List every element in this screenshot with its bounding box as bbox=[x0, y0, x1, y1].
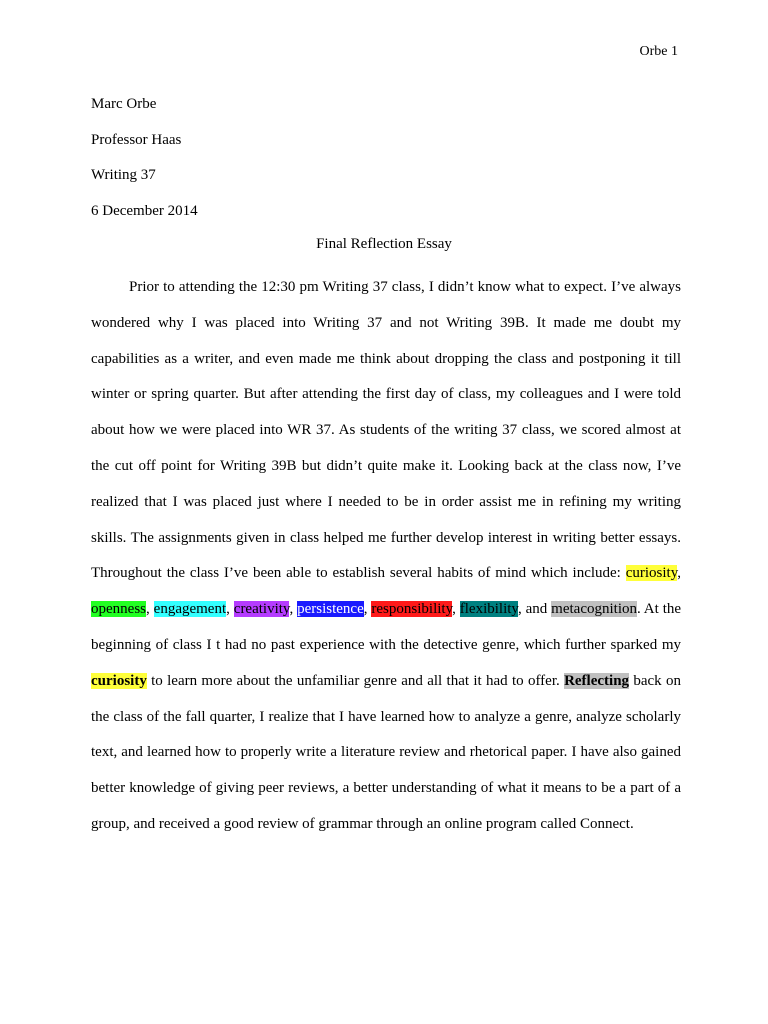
separator: , bbox=[452, 601, 460, 618]
course-name: Writing 37 bbox=[91, 167, 156, 183]
separator: , and bbox=[517, 601, 552, 618]
body-text-segment-2: . At the beginning of class I t had no past experience with the detective genre, which further sparked my bbox=[91, 601, 682, 653]
essay-date: 6 December 2014 bbox=[91, 203, 198, 219]
separator: , bbox=[146, 601, 154, 618]
habit-metacognition-highlight: metacognition bbox=[551, 601, 637, 618]
habit-persistence-highlight: persistence bbox=[297, 601, 364, 618]
habit-openness-highlight: openness bbox=[91, 601, 146, 618]
habit-responsibility-highlight: responsibility bbox=[371, 601, 453, 618]
habit-curiosity-highlight: curiosity bbox=[625, 565, 678, 582]
habit-flexibility-highlight: flexibility bbox=[459, 601, 518, 618]
author-name: Marc Orbe bbox=[91, 96, 157, 112]
essay-title: Final Reflection Essay bbox=[316, 236, 452, 252]
separator: , bbox=[677, 565, 681, 582]
reflecting-bold-highlight: Reflecting bbox=[564, 672, 630, 689]
professor-name: Professor Haas bbox=[91, 132, 182, 148]
body-text-segment-4: back on the class of the fall quarter, I realize that I have learned how to analyze a genre, analyze scholarly text, and learned how to properly write a literature review and rhetorical paper. I have also gained better knowledge of giving peer reviews, a better understanding of what it means to be a part of a group, and received a good review of grammar through an online program called Connect. bbox=[91, 672, 681, 832]
separator: , bbox=[289, 601, 298, 618]
separator: , bbox=[363, 601, 372, 618]
habit-engagement-highlight: engagement bbox=[153, 601, 227, 618]
habit-creativity-highlight: creativity bbox=[233, 601, 290, 618]
separator: , bbox=[226, 601, 234, 618]
curiosity-bold-highlight: curiosity bbox=[91, 672, 147, 689]
running-head: Orbe 1 bbox=[639, 44, 678, 59]
body-text-segment-1: Prior to attending the 12:30 pm Writing 37 class, I didn’t know what to expect. I’ve always wondered why I was placed into Writing 37 and not Writing 39B. It made me doubt my capabilities as a writer, and even made me think about dropping the class and postponing it till winter or spring quarter. But after attending the first day of class, my colleagues and I were told about how we were placed into WR 37. As students of the writing 37 class, we scored almost at the cut off point for Writing 39B but didn’t quite make it. Looking back at the class now, I’ve realized that I was placed just where I needed to be in order assist me in refining my writing skills. The assignments given in class helped me further develop interest in writing better essays. Throughout the class I’ve been able to establish several habits of mind which include: bbox=[91, 279, 681, 582]
body-text-segment-3: to learn more about the unfamiliar genre and all that it had to offer. bbox=[146, 672, 565, 689]
essay-body bbox=[91, 270, 681, 843]
